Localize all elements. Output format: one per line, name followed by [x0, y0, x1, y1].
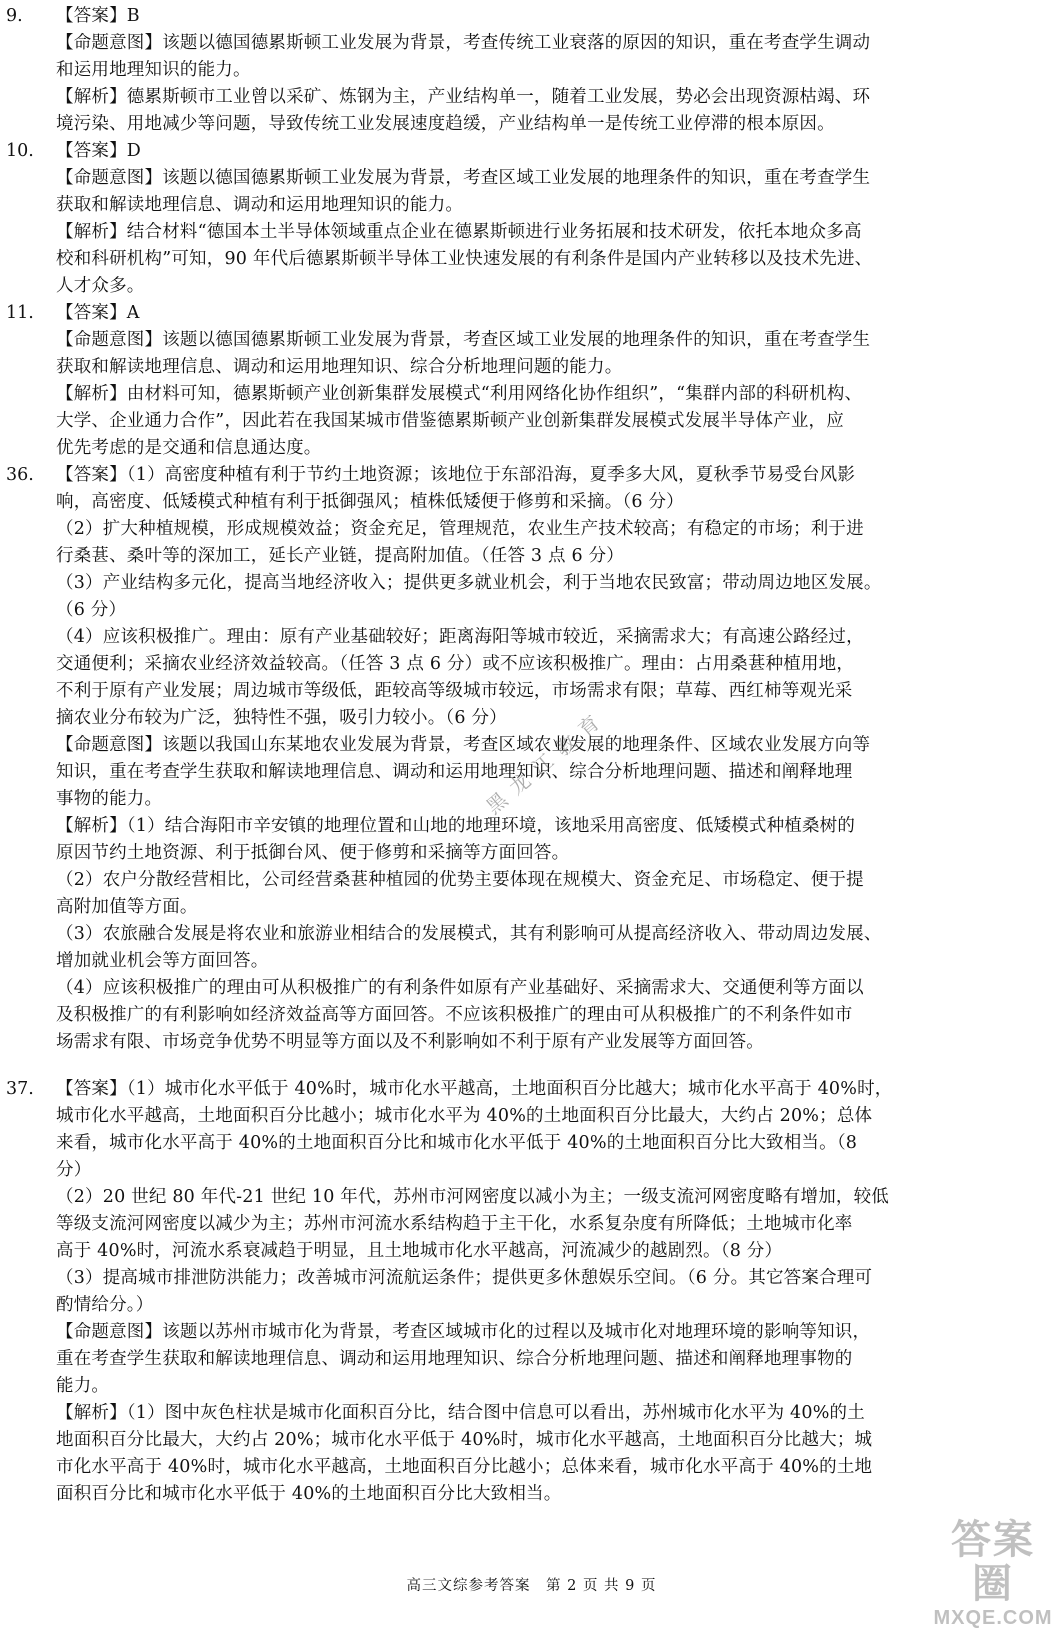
q36-line: 事物的能力。	[56, 789, 163, 809]
analysis-line: 校和科研机构”可知，90 年代后德累斯顿半导体工业快速发展的有利条件是国内产业转移以及技术先进、	[56, 249, 873, 269]
q36-line: 响，高密度、低矮模式种植有利于抵御强风；植株低矮便于修剪和采摘。（6 分）	[56, 492, 684, 512]
q37-line: （2）20 世纪 80 年代-21 世纪 10 年代，苏州市河网密度以减小为主；一级支流河网密度略有增加，较低	[56, 1187, 889, 1207]
question-number: 11.	[6, 303, 34, 323]
question-number: 10.	[6, 141, 34, 161]
q37-line: 城市化水平越高，土地面积百分比越小；城市化水平为 40%的土地面积百分比最大，大约占 20%；总体	[56, 1106, 873, 1126]
question-number: 9.	[6, 6, 23, 26]
q36-line: （3）农旅融合发展是将农业和旅游业相结合的发展模式，其有利影响可从提高经济收入、带动周边发展、	[56, 924, 882, 944]
analysis-line: 大学、企业通力合作”，因此若在我国某城市借鉴德累斯顿产业创新集群发展模式发展半导体产业，应	[56, 411, 844, 431]
q37-line: 来看，城市化水平高于 40%的土地面积百分比和城市化水平低于 40%的土地面积百分比大致相当。（8	[56, 1133, 858, 1153]
q36-line: （2）农户分散经营相比，公司经营桑葚种植园的优势主要体现在规模大、资金充足、市场稳定、便于提	[56, 870, 864, 890]
q36-line: 高附加值等方面。	[56, 897, 198, 917]
question-number: 37.	[6, 1079, 34, 1099]
intent-line: 和运用地理知识的能力。	[56, 60, 251, 80]
q37-line: 【命题意图】该题以苏州市城市化为背景，考查区域城市化的过程以及城市化对地理环境的影响等知识，	[56, 1322, 871, 1342]
q36-line: 【答案】（1）高密度种植有利于节约土地资源；该地位于东部沿海，夏季多大风，夏秋季节易受台风影	[56, 465, 856, 485]
q37-line: （3）提高城市排泄防洪能力；改善城市河流航运条件；提供更多休憩娱乐空间。（6 分。其它答案合理可	[56, 1268, 873, 1288]
q37-line: 面积百分比和城市化水平低于 40%的土地面积百分比大致相当。	[56, 1484, 562, 1504]
q36-line: 【命题意图】该题以我国山东某地农业发展为背景，考查区域农业发展的地理条件、区域农业发展方向等	[56, 735, 871, 755]
page-footer: 高三文综参考答案 第 2 页 共 9 页	[406, 1578, 657, 1594]
analysis-line: 境污染、用地减少等问题，导致传统工业发展速度趋缓，产业结构单一是传统工业停滞的根本原因。	[56, 114, 835, 134]
q36-line: 场需求有限、市场竞争优势不明显等方面以及不利影响如不利于原有产业发展等方面回答。	[56, 1032, 764, 1052]
answer-line: 【答案】D	[56, 141, 142, 161]
q37-line: 分）	[56, 1160, 92, 1180]
q36-line: 知识，重在考查学生获取和解读地理信息、调动和运用地理知识、综合分析地理问题、描述和阐释地理	[56, 762, 853, 782]
answer-line: 【答案】A	[56, 303, 140, 323]
analysis-line: 人才众多。	[56, 276, 145, 296]
q36-line: （3）产业结构多元化，提高当地经济收入；提供更多就业机会，利于当地农民致富；带动周边地区发展。	[56, 573, 882, 593]
watermark-stamp: 黑龙江教育	[481, 704, 612, 819]
intent-line: 【命题意图】该题以德国德累斯顿工业发展为背景，考查区域工业发展的地理条件的知识，重在考查学生	[56, 330, 871, 350]
q36-line: 增加就业机会等方面回答。	[56, 951, 269, 971]
q36-line: （2）扩大种植规模，形成规模效益；资金充足，管理规范，农业生产技术较高；有稳定的市场；利于进	[56, 519, 864, 539]
q36-line: 不利于原有产业发展；周边城市等级低，距较高等级城市较远，市场需求有限；草莓、西红柿等观光采	[56, 681, 853, 701]
q36-line: （4）应该积极推广。理由：原有产业基础较好；距离海阳等城市较近，采摘需求大；有高速公路经过，	[56, 627, 864, 647]
intent-line: 获取和解读地理信息、调动和运用地理知识、综合分析地理问题的能力。	[56, 357, 623, 377]
analysis-line: 【解析】结合材料“德国本土半导体领域重点企业在德累斯顿进行业务拓展和技术研发，依托本地众多高	[56, 222, 862, 242]
q36-line: 原因节约土地资源、利于抵御台风、便于修剪和采摘等方面回答。	[56, 843, 570, 863]
q37-line: 【答案】（1）城市化水平低于 40%时，城市化水平越高，土地面积百分比越大；城市化水平高于 40%时，	[56, 1079, 893, 1099]
q37-line: 能力。	[56, 1376, 110, 1396]
q37-line: 重在考查学生获取和解读地理信息、调动和运用地理知识、综合分析地理问题、描述和阐释地理事物的	[56, 1349, 853, 1369]
intent-line: 【命题意图】该题以德国德累斯顿工业发展为背景，考查区域工业发展的地理条件的知识，重在考查学生	[56, 168, 871, 188]
q36-line: 交通便利；采摘农业经济效益较高。（任答 3 点 6 分）或不应该积极推广。理由：占用桑葚种植用地，	[56, 654, 855, 674]
logo-main-text: 答案圈	[951, 1516, 1035, 1607]
q36-line: （4）应该积极推广的理由可从积极推广的有利条件如原有产业基础好、采摘需求大、交通便利等方面以	[56, 978, 864, 998]
q37-line: 【解析】（1）图中灰色柱状是城市化面积百分比，结合图中信息可以看出，苏州城市化水平为 40%的土	[56, 1403, 865, 1423]
intent-line: 获取和解读地理信息、调动和运用地理知识的能力。	[56, 195, 464, 215]
q36-line: 摘农业分布较为广泛，独特性不强，吸引力较小。（6 分）	[56, 708, 507, 728]
question-number: 36.	[6, 465, 34, 485]
q37-line: 地面积百分比最大，大约占 20%；城市化水平低于 40%时，城市化水平越高，土地面积百分比越大；城	[56, 1430, 873, 1450]
q36-line: 行桑葚、桑叶等的深加工，延长产业链，提高附加值。（任答 3 点 6 分）	[56, 546, 624, 566]
analysis-line: 【解析】德累斯顿市工业曾以采矿、炼钢为主，产业结构单一，随着工业发展，势必会出现资源枯竭、环	[56, 87, 871, 107]
logo-url-text: MXQE.COM	[933, 1607, 1053, 1629]
q37-line: 等级支流河网密度以减少为主；苏州市河流水系结构趋于主干化，水系复杂度有所降低；土地城市化率	[56, 1214, 853, 1234]
intent-line: 【命题意图】该题以德国德累斯顿工业发展为背景，考查传统工业衰落的原因的知识，重在考查学生调动	[56, 33, 871, 53]
q37-line: 高于 40%时，河流水系衰减趋于明显，且土地城市化水平越高，河流减少的越剧烈。（8 分）	[56, 1241, 783, 1261]
answer-line: 【答案】B	[56, 6, 140, 26]
analysis-line: 优先考虑的是交通和信息通达度。	[56, 438, 322, 458]
q37-line: 酌情给分。）	[56, 1295, 154, 1315]
q36-line: 及积极推广的有利影响如经济效益高等方面回答。不应该积极推广的理由可从积极推广的不利条件如市	[56, 1005, 853, 1025]
q36-line: 【解析】（1）结合海阳市辛安镇的地理位置和山地的地理环境，该地采用高密度、低矮模式种植桑树的	[56, 816, 856, 836]
q37-line: 市化水平高于 40%时，城市化水平越高，土地面积百分比越小；总体来看，城市化水平高于 40%的土地	[56, 1457, 873, 1477]
q36-line: （6 分）	[56, 600, 127, 620]
analysis-line: 【解析】由材料可知，德累斯顿产业创新集群发展模式“利用网络化协作组织”，“集群内部的科研机构、	[56, 384, 863, 404]
